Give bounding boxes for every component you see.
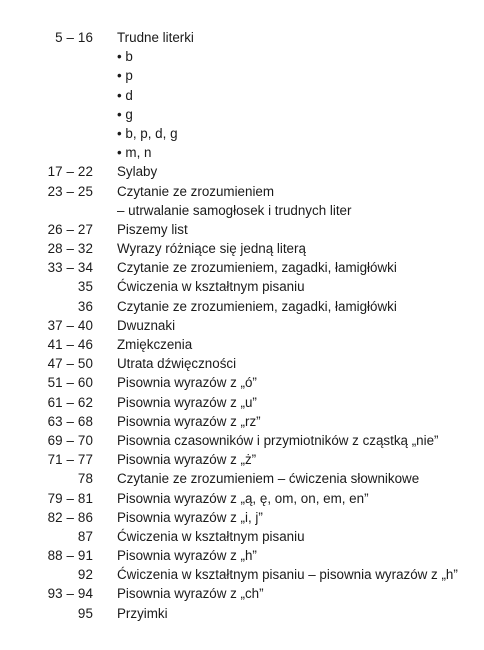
toc-title: Ćwiczenia w kształtnym pisaniu [117, 279, 305, 295]
toc-title: Pisownia wyrazów z „ch” [117, 586, 264, 602]
toc-pages: 17 – 22 [47, 164, 93, 180]
toc-title: Ćwiczenia w kształtnym pisaniu – pisownia wyrazów z „h” [117, 567, 458, 583]
toc-pages: 82 – 86 [47, 509, 93, 525]
toc-title: • d [117, 87, 133, 103]
toc-title: Sylaby [117, 164, 158, 180]
toc-title: – utrwalanie samogłosek i trudnych liter [117, 202, 352, 218]
toc-pages: 35 [77, 279, 93, 295]
toc-title: Pisownia wyrazów z „h” [117, 548, 257, 564]
toc-title: Pisownia czasowników i przymiotników z cząstką „nie” [117, 432, 439, 448]
toc-pages: 79 – 81 [47, 490, 93, 506]
toc-row [0, 220, 484, 239]
toc-title: Pisownia wyrazów z „ż” [117, 452, 257, 468]
toc-pages: 37 – 40 [47, 317, 93, 333]
toc-pages: 95 [77, 605, 93, 621]
toc-row [0, 373, 484, 392]
toc-row [0, 546, 484, 565]
toc-row [0, 182, 484, 201]
toc-pages: 28 – 32 [47, 241, 93, 257]
toc-pages: 93 – 94 [47, 586, 93, 602]
toc-title: Pisownia wyrazów z „u” [117, 394, 257, 410]
toc-title: Ćwiczenia w kształtnym pisaniu [117, 528, 305, 544]
toc-title: Pisownia wyrazów z „ó” [117, 375, 257, 391]
toc-pages: 69 – 70 [47, 432, 93, 448]
toc-row [0, 162, 484, 181]
toc-row [0, 335, 484, 354]
toc-pages: 36 [77, 298, 93, 314]
toc-pages: 5 – 16 [55, 30, 93, 45]
toc-row [0, 86, 484, 105]
toc-title: Zmiękczenia [117, 337, 193, 352]
toc-pages: 71 – 77 [47, 452, 93, 468]
toc-pages: 63 – 68 [47, 413, 93, 429]
toc-title: • g [117, 106, 133, 122]
toc-title: • b, p, d, g [117, 125, 178, 141]
toc-pages: 47 – 50 [47, 356, 93, 372]
toc-pages: 26 – 27 [47, 221, 93, 237]
toc-row [0, 66, 484, 85]
toc-pages: 41 – 46 [47, 337, 93, 352]
toc-title: Utrata dźwięczności [117, 356, 237, 372]
toc-title: Wyrazy różniące się jedną literą [117, 241, 306, 257]
toc-title: Pisownia wyrazów z „ą, ę, om, on, em, en” [117, 490, 369, 506]
toc-row [0, 469, 484, 488]
toc-row [0, 28, 484, 47]
toc-row [0, 297, 484, 316]
toc-pages: 23 – 25 [47, 183, 93, 199]
toc-title: Czytanie ze zrozumieniem [117, 183, 275, 199]
toc-row [0, 239, 484, 258]
toc-title: Dwuznaki [117, 317, 176, 333]
toc-row [0, 143, 484, 162]
toc-pages: 88 – 91 [47, 548, 93, 564]
toc-row [0, 105, 484, 124]
toc-pages: 92 [77, 567, 93, 583]
toc-title: Czytanie ze zrozumieniem – ćwiczenia słownikowe [117, 471, 420, 487]
toc-row [0, 565, 484, 584]
toc-row [0, 412, 484, 431]
toc-row [0, 584, 484, 603]
toc-title: Przyimki [117, 605, 168, 621]
toc-row [0, 527, 484, 546]
toc-title: Trudne literki [117, 30, 194, 45]
table-of-contents [0, 28, 484, 623]
toc-row [0, 431, 484, 450]
toc-title: • m, n [117, 145, 152, 161]
toc-title: • b [117, 49, 133, 65]
toc-pages: 78 [77, 471, 93, 487]
toc-row [0, 277, 484, 296]
toc-title: Czytanie ze zrozumieniem, zagadki, łamigłówki [117, 260, 397, 276]
toc-pages: 33 – 34 [47, 260, 93, 276]
toc-row [0, 393, 484, 412]
toc-row [0, 201, 484, 220]
toc-row [0, 489, 484, 508]
toc-pages: 61 – 62 [47, 394, 93, 410]
toc-row [0, 47, 484, 66]
toc-title: Pisownia wyrazów z „i, j” [117, 509, 263, 525]
toc-title: Pisownia wyrazów z „rz” [117, 413, 261, 429]
toc-row [0, 508, 484, 527]
toc-row [0, 124, 484, 143]
toc-row [0, 604, 484, 623]
toc-title: • p [117, 68, 133, 84]
toc-row [0, 450, 484, 469]
toc-row [0, 258, 484, 277]
toc-pages: 51 – 60 [47, 375, 93, 391]
toc-pages: 87 [77, 528, 93, 544]
toc-row [0, 316, 484, 335]
toc-title: Piszemy list [117, 221, 188, 237]
toc-title: Czytanie ze zrozumieniem, zagadki, łamigłówki [117, 298, 397, 314]
toc-row [0, 354, 484, 373]
